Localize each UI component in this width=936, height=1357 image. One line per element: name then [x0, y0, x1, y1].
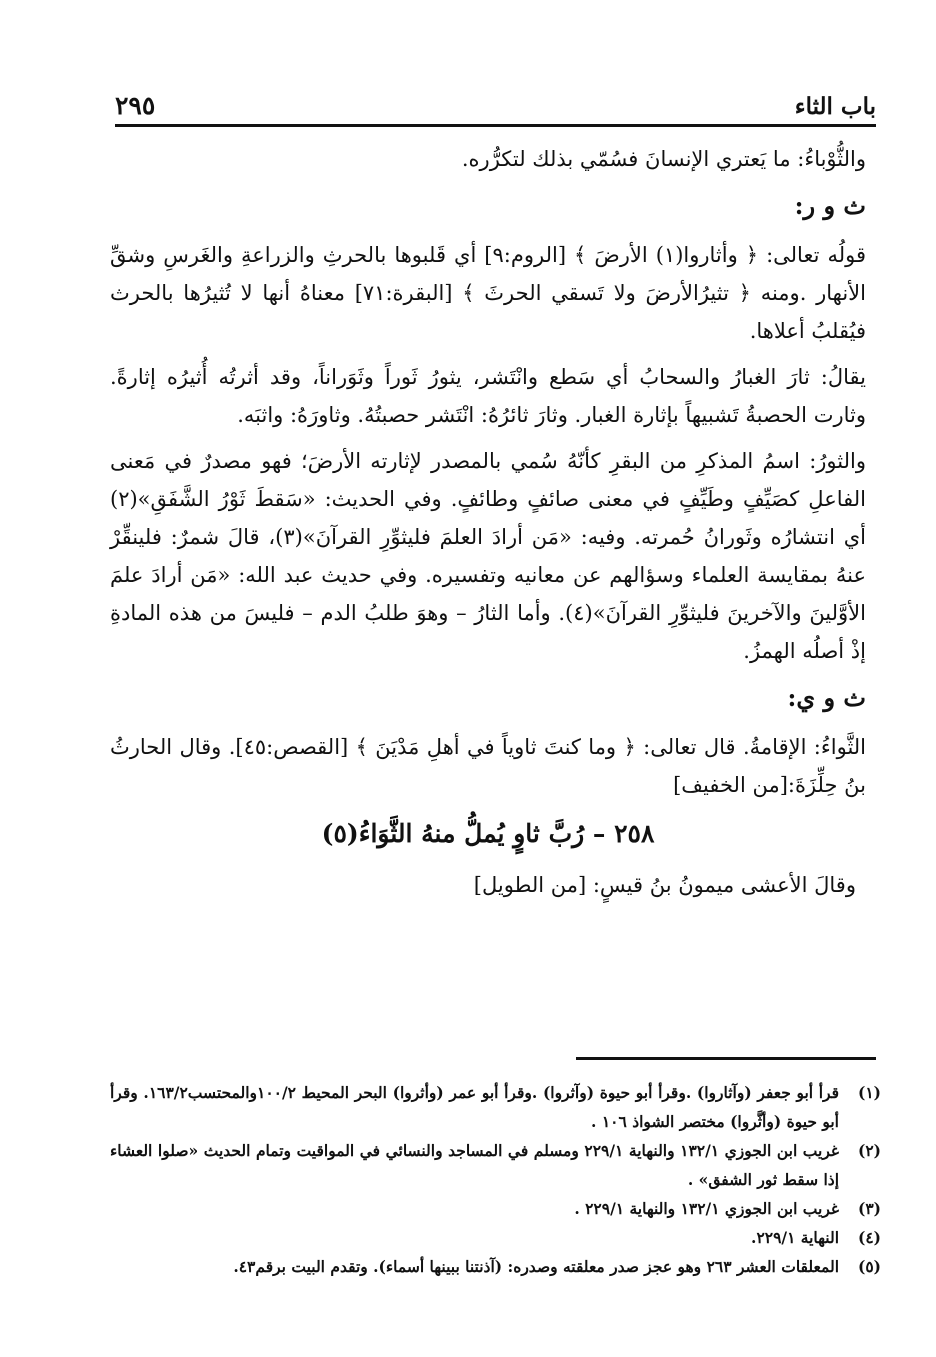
footnote-number: (٤): [857, 1228, 881, 1247]
footnote: [110, 1194, 881, 1223]
paragraph: والثُّوْباءُ: ما يَعتري الإنسانَ فسُمّي بذلك لتكرُّره.: [461, 147, 866, 171]
paragraph: وقالَ الأعشى ميمونُ بنُ قيسٍ: [من الطويل]: [473, 873, 856, 897]
footnote-number: (١): [857, 1083, 881, 1102]
page-header: [115, 80, 876, 127]
paragraph: الثَّواءُ: الإقامةُ. قال تعالى: ﴿ وما كنتَ ثاوياً في أهلِ مَدْيَنَ ﴾ [القصص:٤٥]. وقال الحارثُ بنُ حِلِّزَةَ:[من الخفيف]: [110, 735, 867, 797]
paragraph: يقالُ: ثارَ الغبارُ والسحابُ أي سَطع وانْتَشر، يثورُ ثَوراً وثَوَراناً، وقد أثرتُه أُثيرُه إثارةً. وثارت الحصبةُ تَشبيهاً بإثارة الغبار. وثارَ ثائرُهُ: انْتَشر حصبتُهُ. وثاورَهُ: واثبَه.: [110, 365, 866, 427]
page-number: ٢٩٥: [115, 91, 156, 120]
footnote: [110, 1252, 881, 1281]
footnote: [110, 1136, 881, 1194]
footnote-text: قرأ أبو جعفر (وآثاروا) .وقرأ أبو حيوة (وآثروا) .وقرأ أبو عمر (وأثروا) البحر المحيط ١٠٠/٢والمحتسب١٦٣/٢. وقرأ أبو حيوة (وأثَّروا) مختصر الشواذ ١٠٦ .: [110, 1083, 839, 1131]
footnote-text: النهاية ٢٢٩/١.: [751, 1228, 839, 1247]
root-heading: ث و ر:: [794, 191, 866, 220]
root-heading: ث و ي:: [787, 683, 866, 712]
paragraph: قولُه تعالى: ﴿ وأثاروا(١) الأرضَ ﴾ [الروم:٩] أي قَلبوها بالحرثِ والزراعةِ والغَرسِ وشقِّ الأنهار .ومنه ﴿ تثيرُالأرضَ ولا تَسقي الحرثَ ﴾ [البقرة:٧١] معناهُ أنها لا تُثيرُها بالحرث فيُقلبُ أعلاها.: [110, 243, 866, 343]
footnote: [110, 1078, 881, 1136]
footnote-number: (٥): [857, 1257, 881, 1276]
main-text: [110, 140, 866, 912]
footnote-text: غريب ابن الجوزي ١٣٢/١ والنهاية ٢٢٩/١ .: [574, 1199, 839, 1218]
footnote-number: (٣): [857, 1199, 881, 1218]
poetry-verse: ٢٥٨ – رُبَّ ثاوٍ يُملُّ منهُ الثَّوَاءُ(٥): [321, 819, 655, 848]
footnote-text: غريب ابن الجوزي ١٣٢/١ والنهاية ٢٢٩/١ ومسلم في المساجد والنسائي في المواقيت وتمام الحديث «صلوا العشاء إذا سقط ثور الشفق» .: [110, 1141, 839, 1189]
footnote: [110, 1223, 881, 1252]
footnote-number: (٢): [857, 1141, 881, 1160]
paragraph: والثورُ: اسمُ المذكرِ من البقرِ كأنّهُ سُمي بالمصدر لإثارته الأرضَ؛ فهو مصدرٌ في مَعنى الفاعلِ كصَيِّفٍ وطَيِّفٍ في معنى صائفٍ وطائفٍ. وفي الحديث: «سَقطَ ثَوْرُ الشَّفَقِ»(٢) أي انتشارُه وثَورانُ حُمرته. وفيه: «مَن أرادَ العلمَ فليثوِّرِ القرآنَ»(٣)، قالَ شمرٌ: فلينقِّرْ عنهُ بمقايسة العلماء وسؤالهم عن معانيه وتفسيره. وفي حديث عبد الله: «مَن أرادَ علمَ الأوَّلينَ والآخرينَ فليثوِّرِ القرآنَ»(٤). وأما الثارُ – وهوَ طلبُ الدم – فليسَ من هذه المادةِ إذْ أصلُه الهمزُ.: [110, 449, 866, 663]
footnote-divider: [576, 1057, 876, 1060]
chapter-title: باب الثاء: [794, 93, 876, 120]
footnote-text: المعلقات العشر ٢٦٣ وهو عجز صدر معلقته وصدره: (آذنتنا ببينها أسماء). وتقدم البيت برقم٤٣.: [233, 1257, 839, 1276]
footnotes: [110, 1078, 881, 1281]
